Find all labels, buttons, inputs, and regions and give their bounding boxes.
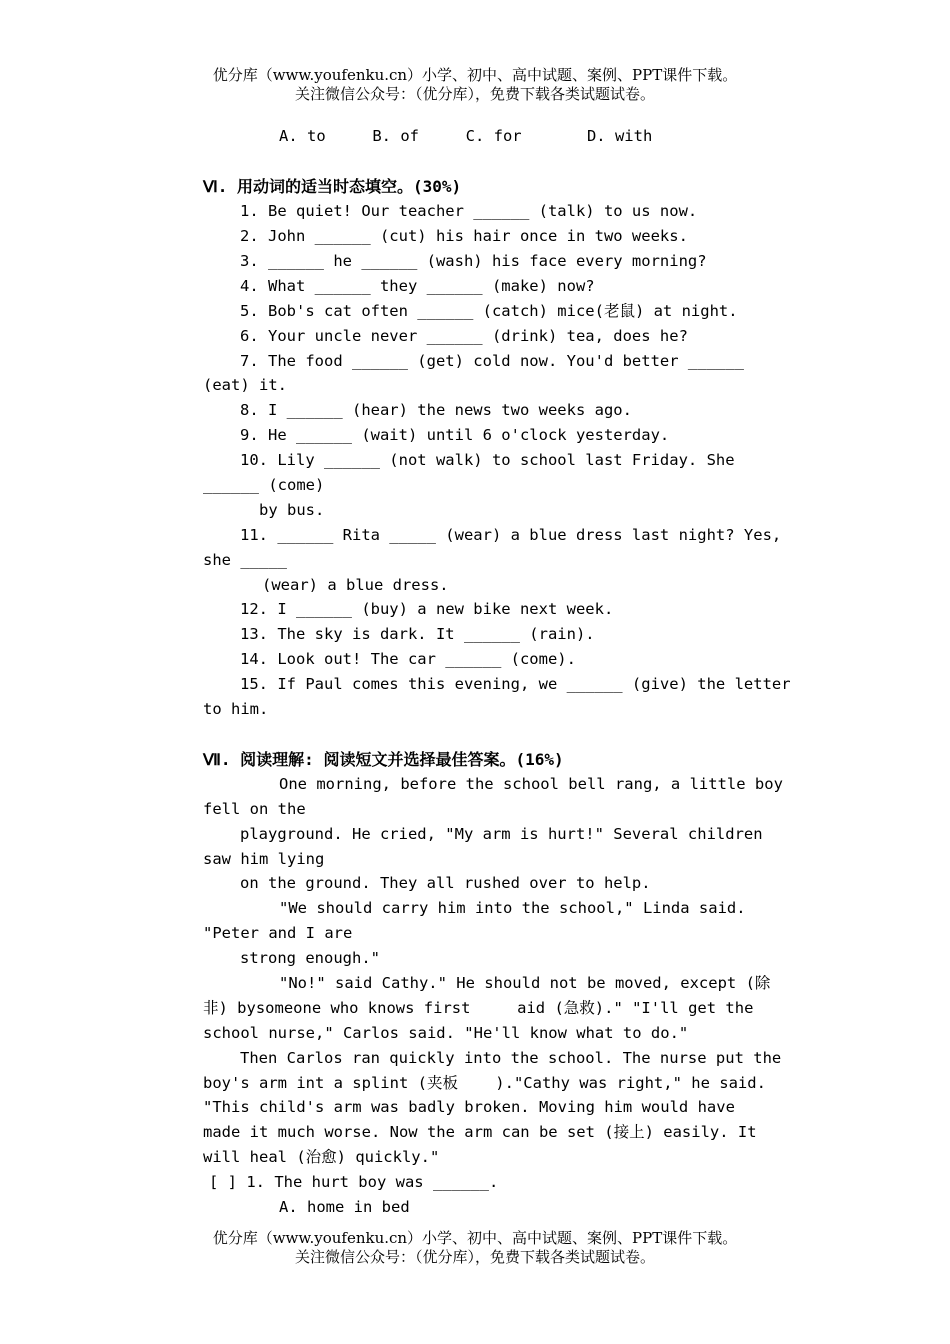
passage-line: boy's arm int a splint (夹板 )."Cathy was right," he said. [203, 1074, 766, 1092]
passage-line: on the ground. They all rushed over to help. [240, 874, 651, 892]
passage-line: One morning, before the school bell rang, a little boy [279, 775, 783, 793]
passage-line: will heal (治愈) quickly." [203, 1148, 440, 1166]
passage-line: "We should carry him into the school," Linda said. [279, 899, 746, 917]
section-7-title: Ⅶ. 阅读理解: 阅读短文并选择最佳答案。(16%) [203, 750, 564, 769]
header-line-1: 优分库（www.youfenku.cn）小学、初中、高中试题、案例、PPT课件下载。 [212, 66, 738, 84]
exercise-line: 7. The food ______ (get) cold now. You'd better ______ [240, 352, 744, 370]
passage-line: "This child's arm was badly broken. Moving him would have [203, 1098, 735, 1116]
exercise-line: she _____ [203, 551, 287, 569]
exercise-line: 11. ______ Rita _____ (wear) a blue dress last night? Yes, [240, 526, 782, 544]
passage-line: made it much worse. Now the arm can be set (接上) easily. It [203, 1123, 757, 1141]
passage-line: "Peter and I are [203, 924, 353, 942]
exercise-line: 2. John ______ (cut) his hair once in two weeks. [240, 227, 688, 245]
question-line: [ ] 1. The hurt boy was ______. [209, 1173, 499, 1191]
page-footer [0, 1229, 950, 1267]
passage-line: "No!" said Cathy." He should not be moved, except (除 [279, 974, 771, 992]
header-line-2: 关注微信公众号：（优分库），免费下载各类试题试卷。 [294, 85, 655, 103]
exercise-line: 8. I ______ (hear) the news two weeks ago. [240, 401, 632, 419]
passage-line: fell on the [203, 800, 306, 818]
exercise-line: 12. I ______ (buy) a new bike next week. [240, 600, 614, 618]
exercise-line: by bus. [259, 501, 325, 519]
answer-option: A. home in bed [279, 1198, 410, 1216]
exercise-line: 1. Be quiet! Our teacher ______ (talk) to us now. [240, 202, 698, 220]
prev-question-options: A. to B. of C. for D. with [279, 127, 653, 145]
exercise-line: to him. [203, 700, 269, 718]
exercise-line: ______ (come) [203, 476, 325, 494]
passage-line: playground. He cried, "My arm is hurt!" Several children [240, 825, 763, 843]
exercise-line: (eat) it. [203, 376, 287, 394]
passage-line: strong enough." [240, 949, 380, 967]
passage-line: school nurse," Carlos said. "He'll know what to do." [203, 1024, 689, 1042]
footer-line-2: 关注微信公众号：（优分库），免费下载各类试题试卷。 [294, 1248, 655, 1266]
passage-line: 非) bysomeone who knows first aid (急救)." "I'll get the [203, 999, 754, 1017]
passage-line: saw him lying [203, 850, 325, 868]
exercise-line: 9. He ______ (wait) until 6 o'clock yesterday. [240, 426, 670, 444]
exercise-line: 4. What ______ they ______ (make) now? [240, 277, 595, 295]
exercise-line: 3. ______ he ______ (wash) his face every morning? [240, 252, 707, 270]
exercise-line: 6. Your uncle never ______ (drink) tea, does he? [240, 327, 688, 345]
passage-line: Then Carlos ran quickly into the school. The nurse put the [240, 1049, 782, 1067]
exercise-line: 15. If Paul comes this evening, we ______ (give) the letter [240, 675, 791, 693]
exercise-line: 14. Look out! The car ______ (come). [240, 650, 576, 668]
exercise-line: (wear) a blue dress. [262, 576, 449, 594]
section-6-title: Ⅵ. 用动词的适当时态填空。(30%) [203, 177, 462, 196]
footer-line-1: 优分库（www.youfenku.cn）小学、初中、高中试题、案例、PPT课件下载。 [212, 1229, 738, 1247]
exercise-line: 13. The sky is dark. It ______ (rain). [240, 625, 595, 643]
exercise-line: 10. Lily ______ (not walk) to school last Friday. She [240, 451, 735, 469]
exercise-line: 5. Bob's cat often ______ (catch) mice(老鼠) at night. [240, 302, 738, 320]
